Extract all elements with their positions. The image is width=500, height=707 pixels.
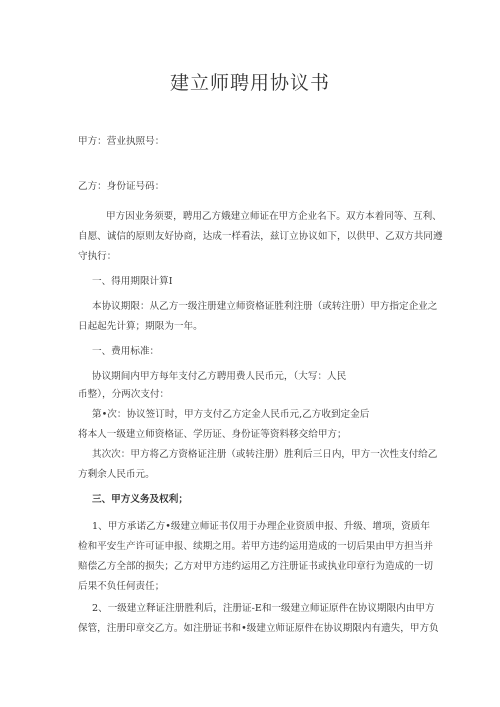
intro-line: 自愿、诚信的原则友好协商，达成一样看法，兹订立协议如下，以供甲、乙双方共同遵 [78,231,443,242]
section3-item2-line: 2、一级建立释证注册胜利后，注册证-E和一级建立师证原件在协议期限内由甲方 [92,603,435,614]
document-title: 建立师聘用协议书 [169,72,330,94]
section1-body-line: 日起起先计算；期限为一年。 [78,321,203,332]
section3-item1-line: 赔偿乙方全部的损失；乙方对甲方违约运用乙方注册证书或执业印章行为造成的一切 [78,561,433,572]
section2-body-line: 其次次：甲方将乙方资格证注册（或转注册）胜利后三日内，甲方一次性支付给乙 [92,449,438,460]
section3-item1-line: 检和平安生产许可证申报、续期之用。若甲方违约运用造成的一切后果由甲方担当并 [78,541,433,552]
intro-line: 守执行： [78,251,117,262]
section2-body-line: 第•次：协议签订时，甲方支付乙方定金人民币元,乙方收到定金后 [92,409,370,420]
section3-item2-line: 保管，注册印章交乙方。如注册证书和•级建立师证原件在协议期限内有遗失，甲方负 [78,623,439,634]
section2-body-line: 协议期间内甲方每年支付乙方聘用费人民币元，（大写：人民 [92,371,347,382]
party-b-line: 乙方：身份证号码： [78,181,165,192]
section3-heading: 三、甲方义务及权利； [92,494,188,505]
section3-item1-line: 后果不负任何责任； [78,581,165,592]
intro-line: 甲方因业务须要，聘用乙方娥建立师证在甲方企业名下。双方本着同等、互利、 [106,211,442,222]
section2-body-line: 方剩余人民币元。 [78,469,155,480]
section2-body-line: 将本人一级建立师资格证、学历证、身份证等资料移交给甲方； [78,429,347,440]
section3-item1-line: 1、甲方承诺乙方•级建立师证书仅用于办理企业资质申报、升级、增项，资质年 [92,521,430,532]
section2-heading: 一、费用标准： [92,346,160,357]
party-a-line: 甲方：营业执照号： [78,136,165,147]
section1-heading: 一、得用期限计算I [92,276,173,287]
section1-body-line: 本协议期限：从乙方一级注册建立师资格证胜利注册（或转注册）甲方指定企业之 [92,301,438,312]
section2-body-line: 币整），分两次支付： [78,389,170,400]
